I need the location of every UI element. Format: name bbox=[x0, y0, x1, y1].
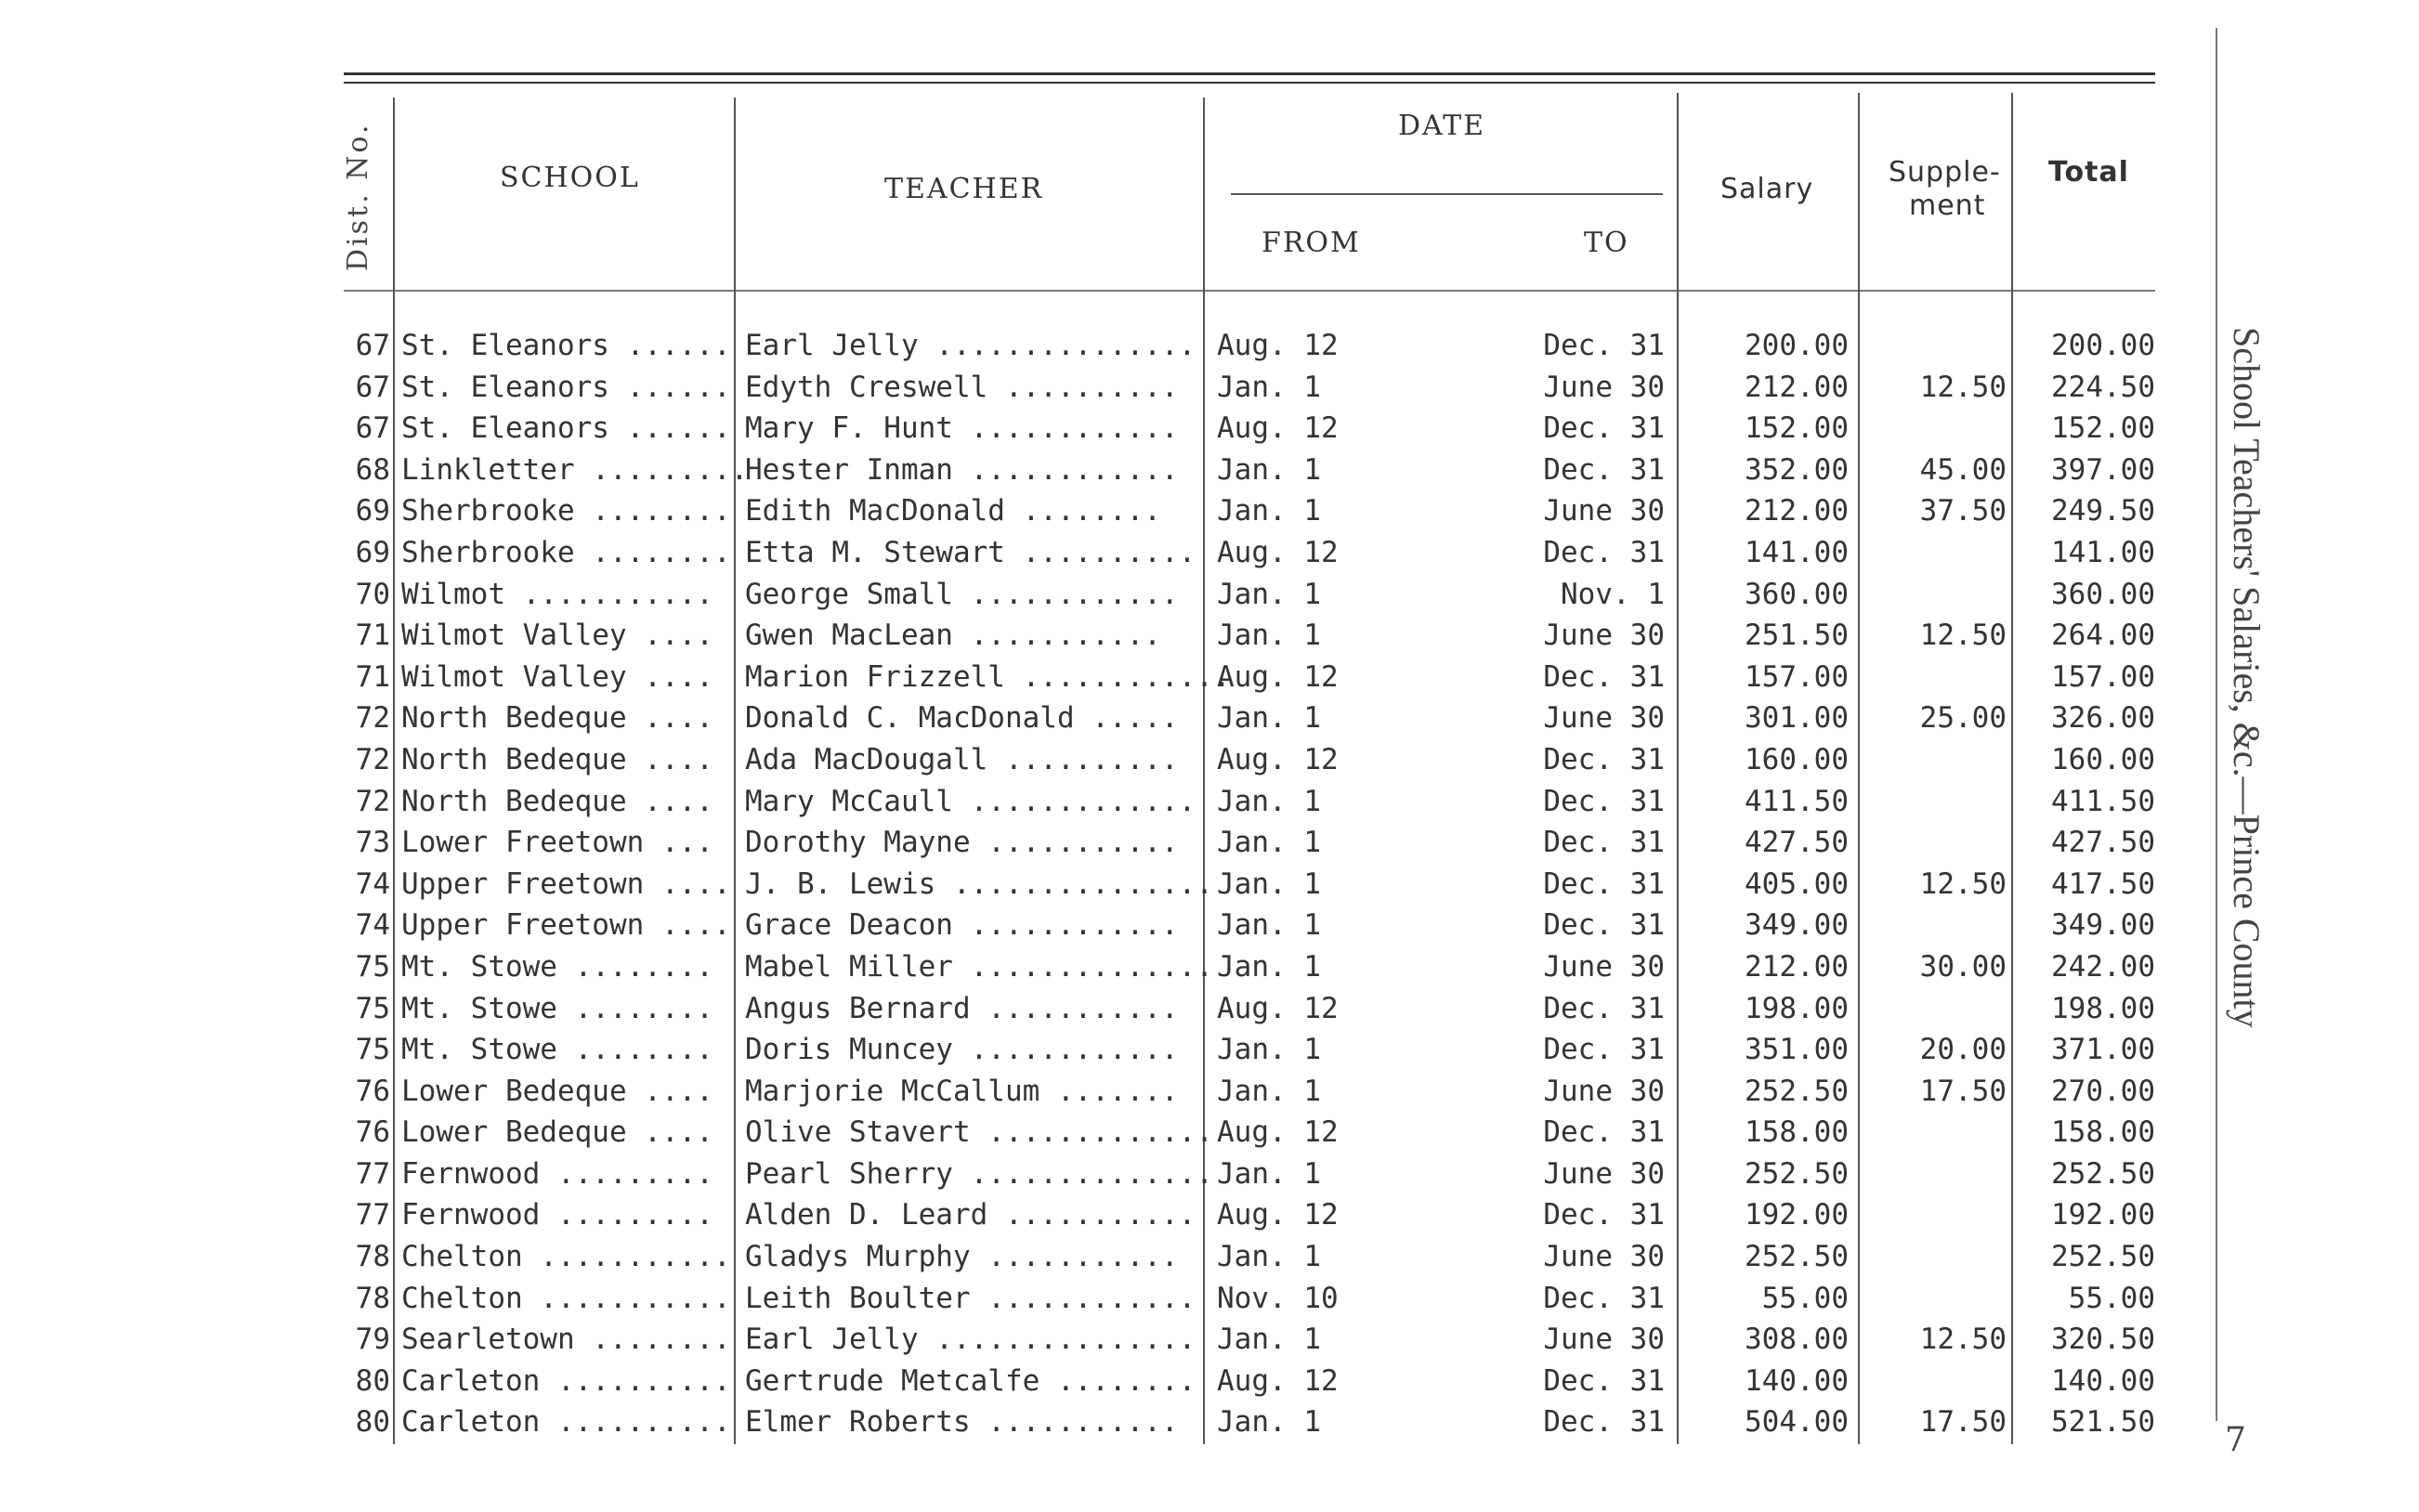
cell-from: Jan. 1 bbox=[1217, 1033, 1321, 1067]
cell-supplement: 12.50 bbox=[1919, 1323, 2007, 1357]
table-row bbox=[0, 574, 2419, 616]
cell-from: Jan. 1 bbox=[1217, 701, 1321, 736]
cell-dist: 79 bbox=[355, 1323, 390, 1357]
cell-supplement: 17.50 bbox=[1919, 1405, 2007, 1440]
cell-teacher: Etta M. Stewart .......... bbox=[745, 535, 1196, 569]
cell-to: Dec. 31 bbox=[1543, 659, 1665, 694]
cell-from: Aug. 12 bbox=[1217, 535, 1339, 569]
cell-total: 320.50 bbox=[2051, 1323, 2155, 1357]
cell-total: 270.00 bbox=[2051, 1074, 2155, 1108]
cell-salary: 140.00 bbox=[1745, 1363, 1849, 1398]
cell-to: Dec. 31 bbox=[1543, 1281, 1665, 1315]
cell-school: Searletown ........ bbox=[401, 1323, 731, 1357]
cell-salary: 504.00 bbox=[1745, 1405, 1849, 1440]
cell-school: Sherbrooke ........ bbox=[401, 535, 731, 569]
cell-to: Nov. 1 bbox=[1561, 577, 1665, 611]
cell-teacher: Hester Inman ............ bbox=[745, 452, 1179, 487]
cell-from: Jan. 1 bbox=[1217, 949, 1321, 984]
header-to: TO bbox=[1584, 227, 1629, 259]
cell-total: 371.00 bbox=[2051, 1033, 2155, 1067]
cell-teacher: Gladys Murphy ........... bbox=[745, 1240, 1179, 1274]
header-salary: Salary bbox=[1720, 173, 1814, 205]
cell-teacher: Mary F. Hunt ............ bbox=[745, 411, 1179, 446]
cell-salary: 157.00 bbox=[1745, 659, 1849, 694]
cell-total: 252.50 bbox=[2051, 1240, 2155, 1274]
table-row bbox=[0, 988, 2419, 1030]
table-row bbox=[0, 657, 2419, 698]
cell-dist: 74 bbox=[355, 867, 390, 901]
table-row bbox=[0, 739, 2419, 781]
cell-school: North Bedeque .... bbox=[401, 701, 713, 736]
cell-teacher: Grace Deacon ............ bbox=[745, 908, 1179, 943]
cell-teacher: Angus Bernard ........... bbox=[745, 991, 1179, 1025]
cell-school: Chelton ........... bbox=[401, 1240, 731, 1274]
cell-to: Dec. 31 bbox=[1543, 991, 1665, 1025]
header-from: FROM bbox=[1262, 227, 1361, 259]
cell-teacher: Doris Muncey ............ bbox=[745, 1033, 1179, 1067]
cell-teacher: Leith Boulter ............ bbox=[745, 1281, 1196, 1315]
cell-to: June 30 bbox=[1543, 1074, 1665, 1108]
cell-to: June 30 bbox=[1543, 370, 1665, 404]
cell-total: 224.50 bbox=[2051, 370, 2155, 404]
cell-teacher: George Small ............ bbox=[745, 577, 1179, 611]
cell-salary: 152.00 bbox=[1745, 411, 1849, 446]
table-row bbox=[0, 822, 2419, 864]
cell-from: Nov. 10 bbox=[1217, 1281, 1339, 1315]
cell-teacher: Mabel Miller .............. bbox=[745, 949, 1213, 984]
cell-to: Dec. 31 bbox=[1543, 826, 1665, 860]
table-row bbox=[0, 532, 2419, 574]
cell-total: 326.00 bbox=[2051, 701, 2155, 736]
cell-dist: 67 bbox=[355, 411, 390, 446]
cell-teacher: Gwen MacLean ........... bbox=[745, 619, 1161, 653]
cell-teacher: Elmer Roberts ........... bbox=[745, 1405, 1179, 1440]
cell-dist: 71 bbox=[355, 659, 390, 694]
cell-salary: 200.00 bbox=[1745, 329, 1849, 362]
cell-teacher: Mary McCaull ............. bbox=[745, 784, 1196, 818]
cell-teacher: Olive Stavert ............. bbox=[745, 1115, 1213, 1150]
cell-salary: 141.00 bbox=[1745, 535, 1849, 569]
cell-dist: 67 bbox=[355, 329, 390, 362]
cell-teacher: Earl Jelly ............... bbox=[745, 329, 1196, 362]
cell-total: 521.50 bbox=[2051, 1405, 2155, 1440]
cell-dist: 80 bbox=[355, 1405, 390, 1440]
cell-total: 55.00 bbox=[2068, 1281, 2155, 1315]
cell-total: 140.00 bbox=[2051, 1363, 2155, 1398]
cell-dist: 75 bbox=[355, 949, 390, 984]
cell-to: June 30 bbox=[1543, 1323, 1665, 1357]
cell-total: 152.00 bbox=[2051, 411, 2155, 446]
cell-school: Lower Freetown ... bbox=[401, 826, 713, 860]
cell-from: Jan. 1 bbox=[1217, 867, 1321, 901]
salary-table-body bbox=[0, 325, 2419, 1443]
cell-to: June 30 bbox=[1543, 949, 1665, 984]
table-row bbox=[0, 1154, 2419, 1195]
cell-total: 141.00 bbox=[2051, 535, 2155, 569]
cell-to: June 30 bbox=[1543, 619, 1665, 653]
cell-salary: 252.50 bbox=[1745, 1240, 1849, 1274]
cell-teacher: Earl Jelly ............... bbox=[745, 1323, 1196, 1357]
cell-from: Aug. 12 bbox=[1217, 1115, 1339, 1150]
header-dist-no: Dist. No. bbox=[342, 122, 374, 271]
cell-teacher: Gertrude Metcalfe ........ bbox=[745, 1363, 1196, 1398]
cell-total: 360.00 bbox=[2051, 577, 2155, 611]
table-row bbox=[0, 905, 2419, 946]
cell-to: Dec. 31 bbox=[1543, 329, 1665, 362]
cell-to: Dec. 31 bbox=[1543, 784, 1665, 818]
cell-school: Chelton ........... bbox=[401, 1281, 731, 1315]
cell-total: 252.50 bbox=[2051, 1156, 2155, 1191]
cell-school: Fernwood ......... bbox=[401, 1156, 713, 1191]
cell-from: Jan. 1 bbox=[1217, 370, 1321, 404]
table-row bbox=[0, 864, 2419, 906]
cell-from: Jan. 1 bbox=[1217, 1405, 1321, 1440]
cell-dist: 68 bbox=[355, 452, 390, 487]
cell-dist: 69 bbox=[355, 535, 390, 569]
cell-to: Dec. 31 bbox=[1543, 867, 1665, 901]
cell-from: Jan. 1 bbox=[1217, 1074, 1321, 1108]
table-row bbox=[0, 1236, 2419, 1278]
cell-salary: 158.00 bbox=[1745, 1115, 1849, 1150]
cell-salary: 301.00 bbox=[1745, 701, 1849, 736]
cell-from: Aug. 12 bbox=[1217, 329, 1339, 362]
cell-to: Dec. 31 bbox=[1543, 452, 1665, 487]
table-row bbox=[0, 1112, 2419, 1154]
cell-supplement: 12.50 bbox=[1919, 370, 2007, 404]
cell-from: Aug. 12 bbox=[1217, 1198, 1339, 1232]
cell-dist: 72 bbox=[355, 701, 390, 736]
cell-total: 158.00 bbox=[2051, 1115, 2155, 1150]
cell-teacher: Edith MacDonald ........ bbox=[745, 494, 1161, 528]
cell-supplement: 37.50 bbox=[1919, 494, 2007, 528]
cell-teacher: Pearl Sherry .............. bbox=[745, 1156, 1213, 1191]
cell-total: 349.00 bbox=[2051, 908, 2155, 943]
table-row bbox=[0, 946, 2419, 988]
table-row bbox=[0, 1401, 2419, 1443]
table-row bbox=[0, 1278, 2419, 1320]
cell-school: Mt. Stowe ........ bbox=[401, 949, 713, 984]
cell-from: Aug. 12 bbox=[1217, 991, 1339, 1025]
table-row bbox=[0, 367, 2419, 409]
cell-dist: 78 bbox=[355, 1240, 390, 1274]
table-row bbox=[0, 490, 2419, 532]
cell-dist: 76 bbox=[355, 1115, 390, 1150]
cell-salary: 198.00 bbox=[1745, 991, 1849, 1025]
cell-school: Mt. Stowe ........ bbox=[401, 991, 713, 1025]
header-teacher: TEACHER bbox=[884, 173, 1044, 205]
cell-from: Jan. 1 bbox=[1217, 577, 1321, 611]
cell-from: Jan. 1 bbox=[1217, 619, 1321, 653]
cell-school: Carleton .......... bbox=[401, 1405, 731, 1440]
cell-from: Jan. 1 bbox=[1217, 826, 1321, 860]
cell-from: Jan. 1 bbox=[1217, 1156, 1321, 1191]
cell-to: Dec. 31 bbox=[1543, 535, 1665, 569]
cell-salary: 349.00 bbox=[1745, 908, 1849, 943]
cell-supplement: 12.50 bbox=[1919, 619, 2007, 653]
cell-total: 397.00 bbox=[2051, 452, 2155, 487]
cell-school: Wilmot ........... bbox=[401, 577, 713, 611]
cell-salary: 212.00 bbox=[1745, 370, 1849, 404]
cell-school: Mt. Stowe ........ bbox=[401, 1033, 713, 1067]
cell-dist: 78 bbox=[355, 1281, 390, 1315]
table-row bbox=[0, 408, 2419, 450]
cell-total: 157.00 bbox=[2051, 659, 2155, 694]
cell-total: 192.00 bbox=[2051, 1198, 2155, 1232]
cell-salary: 411.50 bbox=[1745, 784, 1849, 818]
cell-school: Linkletter ......... bbox=[401, 452, 749, 487]
top-rule-1 bbox=[344, 72, 2155, 75]
cell-total: 242.00 bbox=[2051, 949, 2155, 984]
cell-total: 417.50 bbox=[2051, 867, 2155, 901]
cell-teacher: Dorothy Mayne ........... bbox=[745, 826, 1179, 860]
cell-salary: 252.50 bbox=[1745, 1074, 1849, 1108]
top-rule-2 bbox=[344, 82, 2155, 84]
table-row bbox=[0, 781, 2419, 823]
cell-total: 264.00 bbox=[2051, 619, 2155, 653]
cell-teacher: Donald C. MacDonald ..... bbox=[745, 701, 1179, 736]
cell-supplement: 20.00 bbox=[1919, 1033, 2007, 1067]
cell-salary: 212.00 bbox=[1745, 949, 1849, 984]
cell-from: Aug. 12 bbox=[1217, 411, 1339, 446]
cell-dist: 74 bbox=[355, 908, 390, 943]
date-subheader-rule bbox=[1231, 193, 1663, 195]
cell-dist: 73 bbox=[355, 826, 390, 860]
cell-from: Jan. 1 bbox=[1217, 1323, 1321, 1357]
header-supplement-line2: ment bbox=[1909, 189, 1986, 222]
table-row bbox=[0, 615, 2419, 657]
cell-supplement: 12.50 bbox=[1919, 867, 2007, 901]
cell-from: Jan. 1 bbox=[1217, 1240, 1321, 1274]
cell-supplement: 30.00 bbox=[1919, 949, 2007, 984]
cell-school: St. Eleanors ...... bbox=[401, 370, 731, 404]
cell-salary: 360.00 bbox=[1745, 577, 1849, 611]
cell-salary: 160.00 bbox=[1745, 742, 1849, 776]
cell-salary: 427.50 bbox=[1745, 826, 1849, 860]
cell-dist: 71 bbox=[355, 619, 390, 653]
cell-to: June 30 bbox=[1543, 701, 1665, 736]
cell-school: Upper Freetown .... bbox=[401, 867, 731, 901]
table-row bbox=[0, 1071, 2419, 1113]
header-total: Total bbox=[2048, 156, 2129, 189]
cell-to: Dec. 31 bbox=[1543, 1405, 1665, 1440]
cell-teacher: Marion Frizzell ............ bbox=[745, 659, 1231, 694]
cell-salary: 192.00 bbox=[1745, 1198, 1849, 1232]
cell-teacher: Edyth Creswell .......... bbox=[745, 370, 1179, 404]
cell-from: Aug. 12 bbox=[1217, 742, 1339, 776]
cell-school: North Bedeque .... bbox=[401, 742, 713, 776]
cell-salary: 252.50 bbox=[1745, 1156, 1849, 1191]
cell-dist: 75 bbox=[355, 1033, 390, 1067]
side-title: School Teachers' Salaries, &c.—Prince County bbox=[2226, 327, 2268, 1028]
cell-dist: 77 bbox=[355, 1156, 390, 1191]
cell-to: Dec. 31 bbox=[1543, 1363, 1665, 1398]
cell-total: 249.50 bbox=[2051, 494, 2155, 528]
header-bottom-rule bbox=[344, 290, 2155, 292]
cell-dist: 70 bbox=[355, 577, 390, 611]
cell-to: Dec. 31 bbox=[1543, 1198, 1665, 1232]
header-supplement-line1: Supple- bbox=[1889, 156, 2001, 189]
cell-teacher: Ada MacDougall .......... bbox=[745, 742, 1179, 776]
table-row bbox=[0, 450, 2419, 491]
cell-dist: 77 bbox=[355, 1198, 390, 1232]
cell-supplement: 25.00 bbox=[1919, 701, 2007, 736]
cell-to: Dec. 31 bbox=[1543, 411, 1665, 446]
cell-total: 411.50 bbox=[2051, 784, 2155, 818]
cell-dist: 72 bbox=[355, 742, 390, 776]
cell-school: St. Eleanors ...... bbox=[401, 329, 731, 362]
table-row bbox=[0, 1361, 2419, 1402]
cell-dist: 75 bbox=[355, 991, 390, 1025]
cell-to: Dec. 31 bbox=[1543, 1033, 1665, 1067]
cell-salary: 251.50 bbox=[1745, 619, 1849, 653]
cell-to: Dec. 31 bbox=[1543, 742, 1665, 776]
header-school: SCHOOL bbox=[500, 162, 640, 194]
cell-school: Lower Bedeque .... bbox=[401, 1115, 713, 1150]
cell-salary: 352.00 bbox=[1745, 452, 1849, 487]
cell-teacher: Marjorie McCallum ....... bbox=[745, 1074, 1179, 1108]
cell-school: Sherbrooke ........ bbox=[401, 494, 731, 528]
cell-from: Jan. 1 bbox=[1217, 452, 1321, 487]
cell-school: Wilmot Valley .... bbox=[401, 619, 713, 653]
cell-total: 200.00 bbox=[2051, 329, 2155, 362]
table-row bbox=[0, 325, 2419, 367]
cell-total: 427.50 bbox=[2051, 826, 2155, 860]
cell-total: 198.00 bbox=[2051, 991, 2155, 1025]
header-date: DATE bbox=[1398, 110, 1485, 142]
cell-school: Upper Freetown .... bbox=[401, 908, 731, 943]
cell-dist: 76 bbox=[355, 1074, 390, 1108]
table-row bbox=[0, 1319, 2419, 1361]
cell-to: Dec. 31 bbox=[1543, 1115, 1665, 1150]
cell-salary: 351.00 bbox=[1745, 1033, 1849, 1067]
cell-teacher: J. B. Lewis ............... bbox=[745, 867, 1213, 901]
cell-from: Jan. 1 bbox=[1217, 494, 1321, 528]
table-row bbox=[0, 697, 2419, 739]
table-row bbox=[0, 1194, 2419, 1236]
cell-supplement: 17.50 bbox=[1919, 1074, 2007, 1108]
cell-salary: 308.00 bbox=[1745, 1323, 1849, 1357]
cell-school: St. Eleanors ...... bbox=[401, 411, 731, 446]
cell-school: Carleton .......... bbox=[401, 1363, 731, 1398]
cell-school: Lower Bedeque .... bbox=[401, 1074, 713, 1108]
cell-to: June 30 bbox=[1543, 1240, 1665, 1274]
cell-school: Fernwood ......... bbox=[401, 1198, 713, 1232]
cell-to: June 30 bbox=[1543, 494, 1665, 528]
cell-teacher: Alden D. Leard ........... bbox=[745, 1198, 1196, 1232]
cell-to: Dec. 31 bbox=[1543, 908, 1665, 943]
cell-salary: 55.00 bbox=[1761, 1281, 1849, 1315]
cell-salary: 405.00 bbox=[1745, 867, 1849, 901]
cell-dist: 69 bbox=[355, 494, 390, 528]
cell-school: Wilmot Valley .... bbox=[401, 659, 713, 694]
page-number: 7 bbox=[2225, 1421, 2246, 1459]
cell-dist: 67 bbox=[355, 370, 390, 404]
cell-school: North Bedeque .... bbox=[401, 784, 713, 818]
cell-from: Jan. 1 bbox=[1217, 784, 1321, 818]
cell-salary: 212.00 bbox=[1745, 494, 1849, 528]
cell-dist: 80 bbox=[355, 1363, 390, 1398]
cell-supplement: 45.00 bbox=[1919, 452, 2007, 487]
cell-from: Jan. 1 bbox=[1217, 908, 1321, 943]
cell-from: Aug. 12 bbox=[1217, 659, 1339, 694]
cell-total: 160.00 bbox=[2051, 742, 2155, 776]
cell-dist: 72 bbox=[355, 784, 390, 818]
table-row bbox=[0, 1029, 2419, 1071]
cell-from: Aug. 12 bbox=[1217, 1363, 1339, 1398]
cell-to: June 30 bbox=[1543, 1156, 1665, 1191]
